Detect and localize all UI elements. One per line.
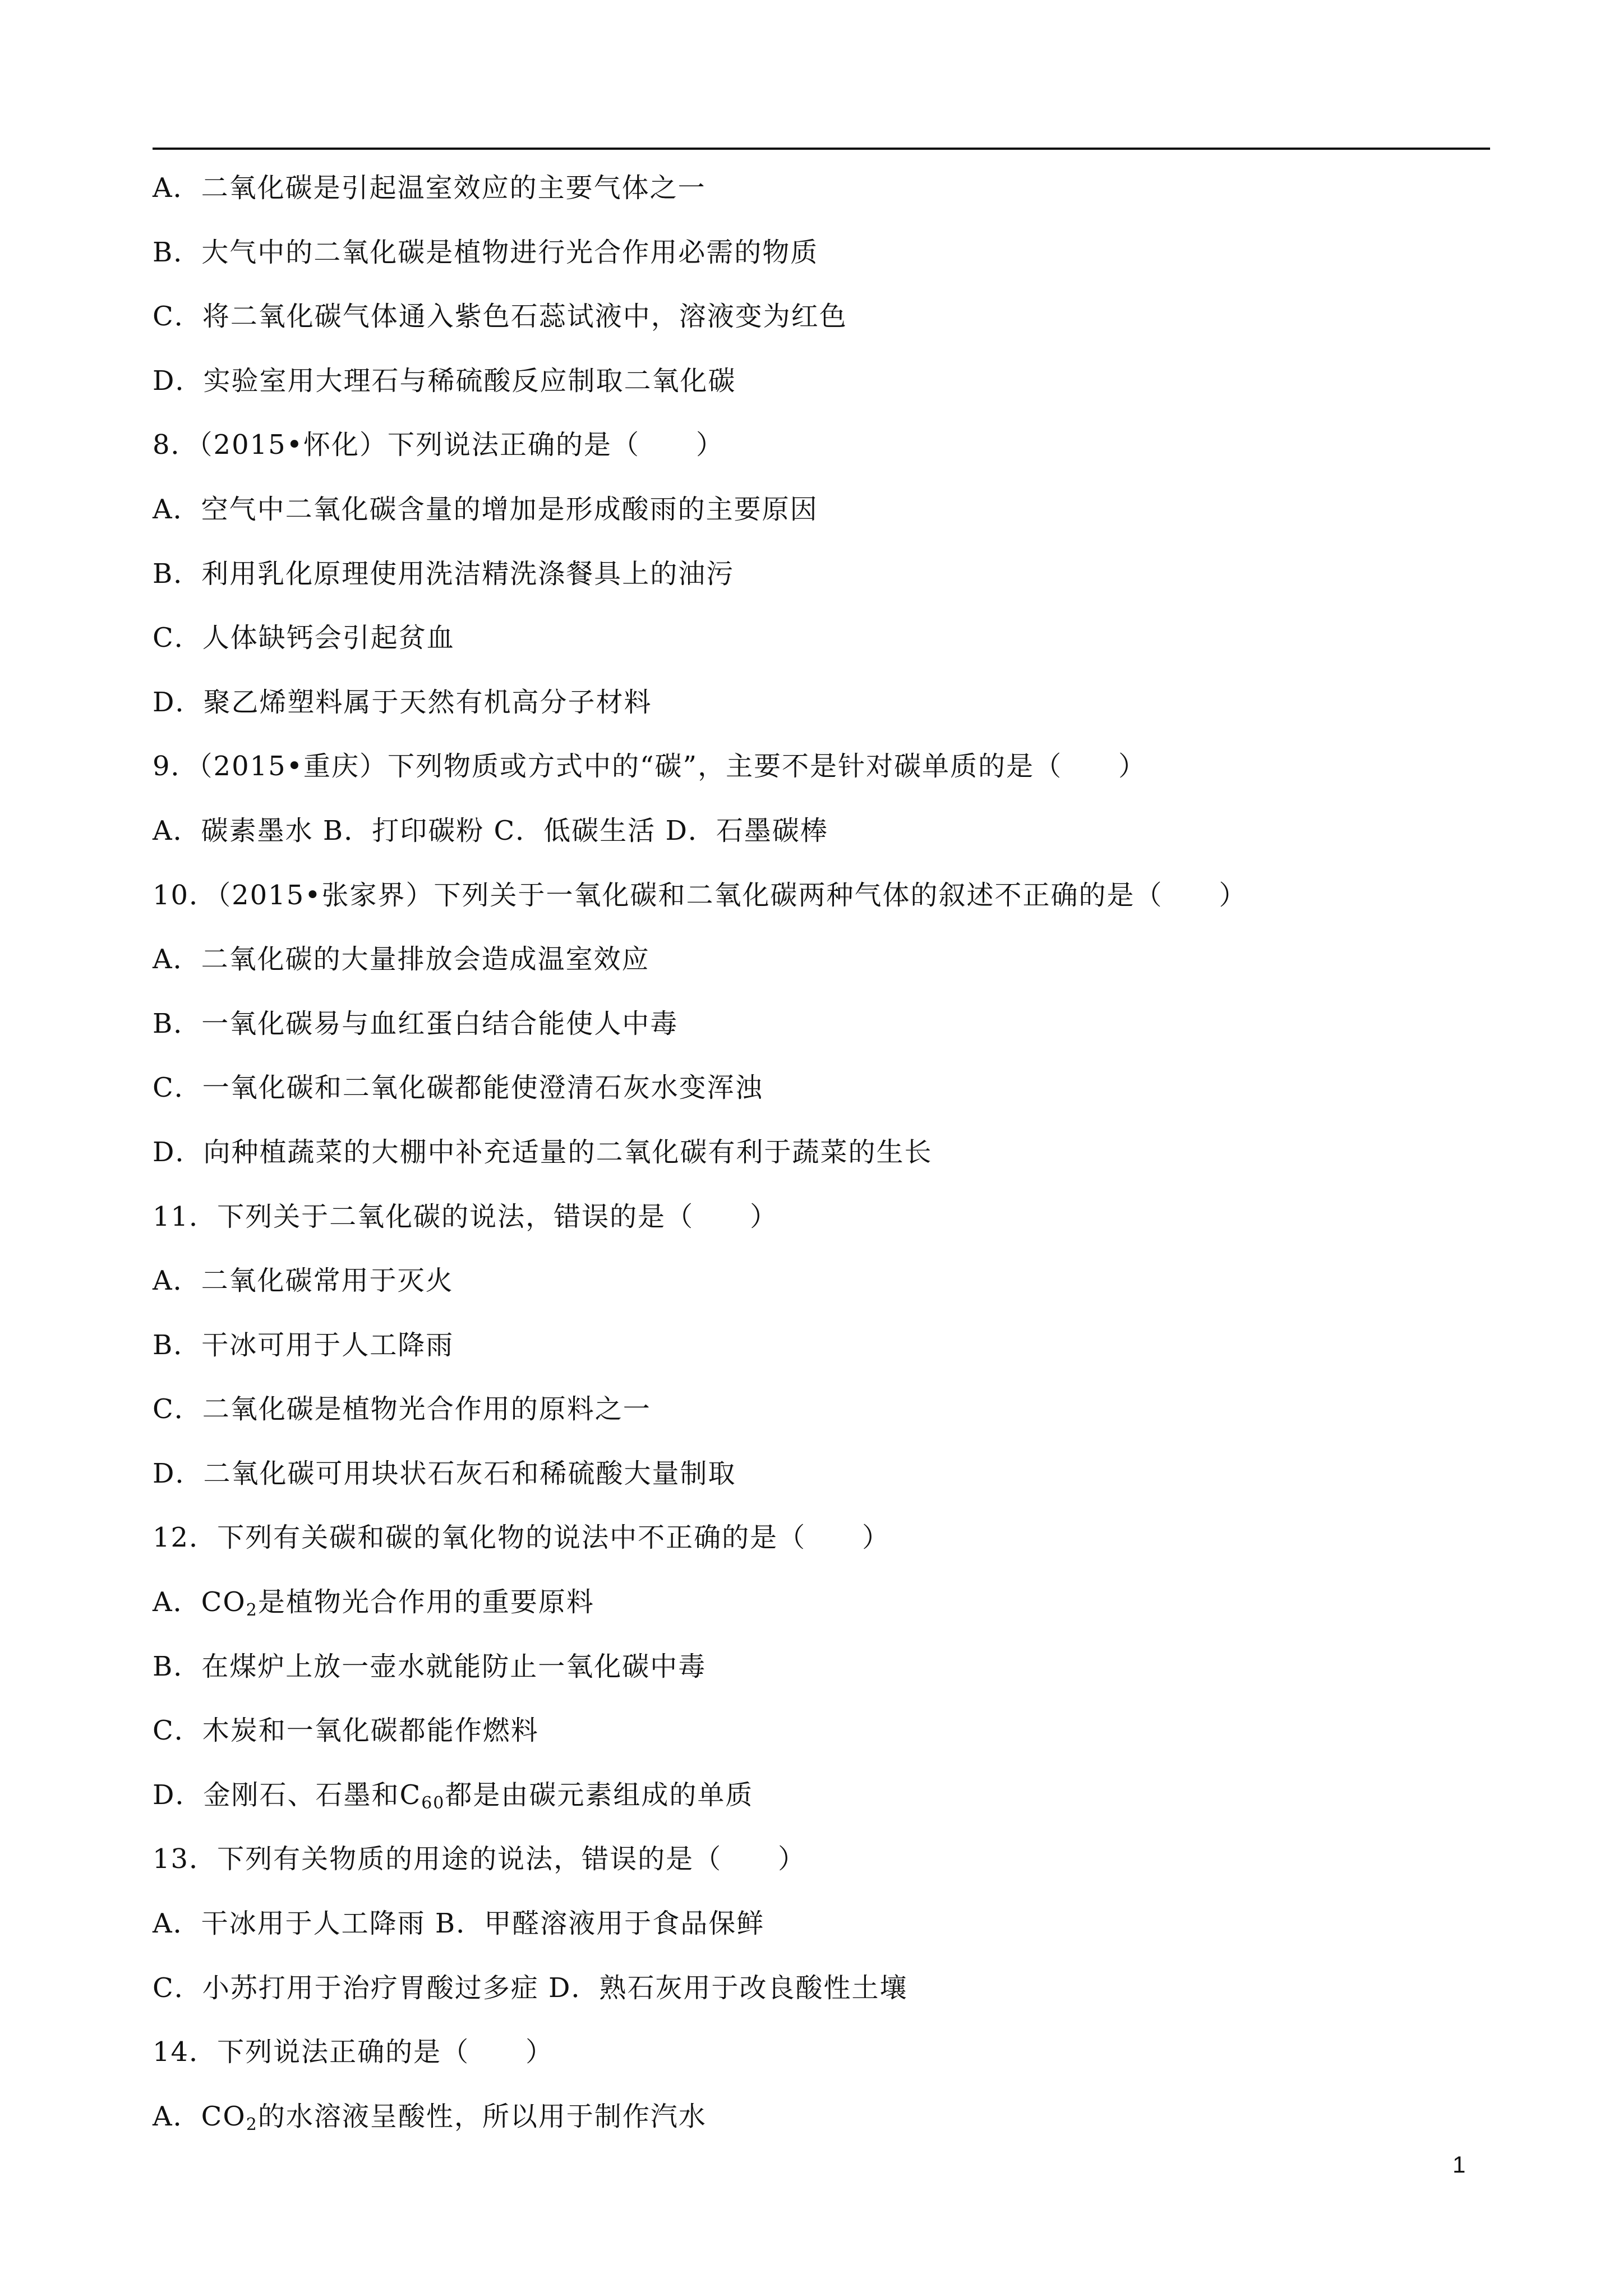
line-text: 12．下列有关碳和碳的氧化物的说法中不正确的是（ ） [153,1522,891,1554]
line-text: D．二氧化碳可用块状石灰石和稀硫酸大量制取 [153,1457,736,1489]
line-text: A．干冰用于人工降雨 B．甲醛溶液用于食品保鲜 [153,1908,765,1940]
line-text: B．在煤炉上放一壶水就能防止一氧化碳中毒 [153,1650,707,1682]
option-line [153,1710,1498,1774]
option-line [153,1453,1498,1517]
option-line [153,938,1498,1003]
document-body [153,167,1498,2160]
option-line [153,167,1498,232]
line-text: D．金刚石、石墨和C [153,1779,422,1811]
option-line [153,232,1498,296]
line-text: D．聚乙烯塑料属于天然有机高分子材料 [153,686,652,718]
option-line [153,1967,1498,2032]
line-text: 14．下列说法正确的是（ ） [153,2036,554,2068]
line-text: C．将二氧化碳气体通入紫色石蕊试液中，溶液变为红色 [153,301,847,333]
option-line [153,1388,1498,1453]
question-line [153,1517,1498,1581]
line-text: B．利用乳化原理使用洗洁精洗涤餐具上的油污 [153,558,735,590]
line-text: A．空气中二氧化碳含量的增加是形成酸雨的主要原因 [153,493,818,525]
question-line [153,424,1498,489]
line-text: B．大气中的二氧化碳是植物进行光合作用必需的物质 [153,236,819,268]
option-line [153,1646,1498,1710]
option-line [153,1260,1498,1324]
question-line [153,1196,1498,1260]
header-rule [153,148,1490,150]
line-text-tail: 的水溶液呈酸性，所以用于制作汽水 [257,2100,707,2132]
line-text: C．人体缺钙会引起贫血 [153,622,455,654]
option-line [153,360,1498,425]
option-line [153,489,1498,553]
line-text-tail: 是植物光合作用的重要原料 [257,1586,594,1618]
line-text: C．一氧化碳和二氧化碳都能使澄清石灰水变浑浊 [153,1072,763,1104]
line-text: A．二氧化碳常用于灭火 [153,1265,454,1297]
line-text: 10．（2015•张家界）下列关于一氧化碳和二氧化碳两种气体的叙述不正确的是（ ） [153,879,1247,911]
line-text: A．二氧化碳是引起温室效应的主要气体之一 [153,172,706,204]
option-line [153,553,1498,618]
line-text: A．CO [153,2100,246,2132]
line-text: B．干冰可用于人工降雨 [153,1329,454,1361]
subscript: 60 [421,1793,445,1813]
option-line [153,1581,1498,1646]
question-line [153,1838,1498,1903]
line-text: D．实验室用大理石与稀硫酸反应制取二氧化碳 [153,365,736,397]
option-line [153,1067,1498,1131]
line-text: 9．（2015•重庆）下列物质或方式中的“碳”，主要不是针对碳单质的是（ ） [153,751,1147,783]
question-line [153,2031,1498,2096]
subscript: 2 [246,1600,258,1621]
line-text: D．向种植蔬菜的大棚中补充适量的二氧化碳有利于蔬菜的生长 [153,1136,933,1168]
line-text: C．二氧化碳是植物光合作用的原料之一 [153,1393,651,1425]
option-line [153,1131,1498,1196]
line-text: 11．下列关于二氧化碳的说法，错误的是（ ） [153,1200,778,1232]
option-line [153,617,1498,682]
option-line [153,1003,1498,1068]
option-line [153,682,1498,746]
option-line [153,296,1498,360]
subscript: 2 [246,2114,258,2134]
question-line [153,746,1498,810]
option-line [153,1903,1498,1967]
line-text: A．二氧化碳的大量排放会造成温室效应 [153,944,650,976]
line-text: A．CO [153,1586,246,1618]
line-text-tail: 都是由碳元素组成的单质 [445,1779,754,1811]
option-line [153,2096,1498,2160]
line-text: C．小苏打用于治疗胃酸过多症 D．熟石灰用于改良酸性土壤 [153,1972,908,2004]
line-text: C．木炭和一氧化碳都能作燃料 [153,1715,539,1747]
option-line [153,810,1498,875]
question-line [153,875,1498,939]
option-line [153,1774,1498,1839]
option-line [153,1324,1498,1389]
line-text: 13．下列有关物质的用途的说法，错误的是（ ） [153,1843,806,1875]
line-text: B．一氧化碳易与血红蛋白结合能使人中毒 [153,1007,679,1039]
page-number: 1 [1453,2151,1466,2178]
line-text: A．碳素墨水 B．打印碳粉 C．低碳生活 D．石墨碳棒 [153,815,828,846]
line-text: 8．（2015•怀化）下列说法正确的是（ ） [153,429,725,461]
